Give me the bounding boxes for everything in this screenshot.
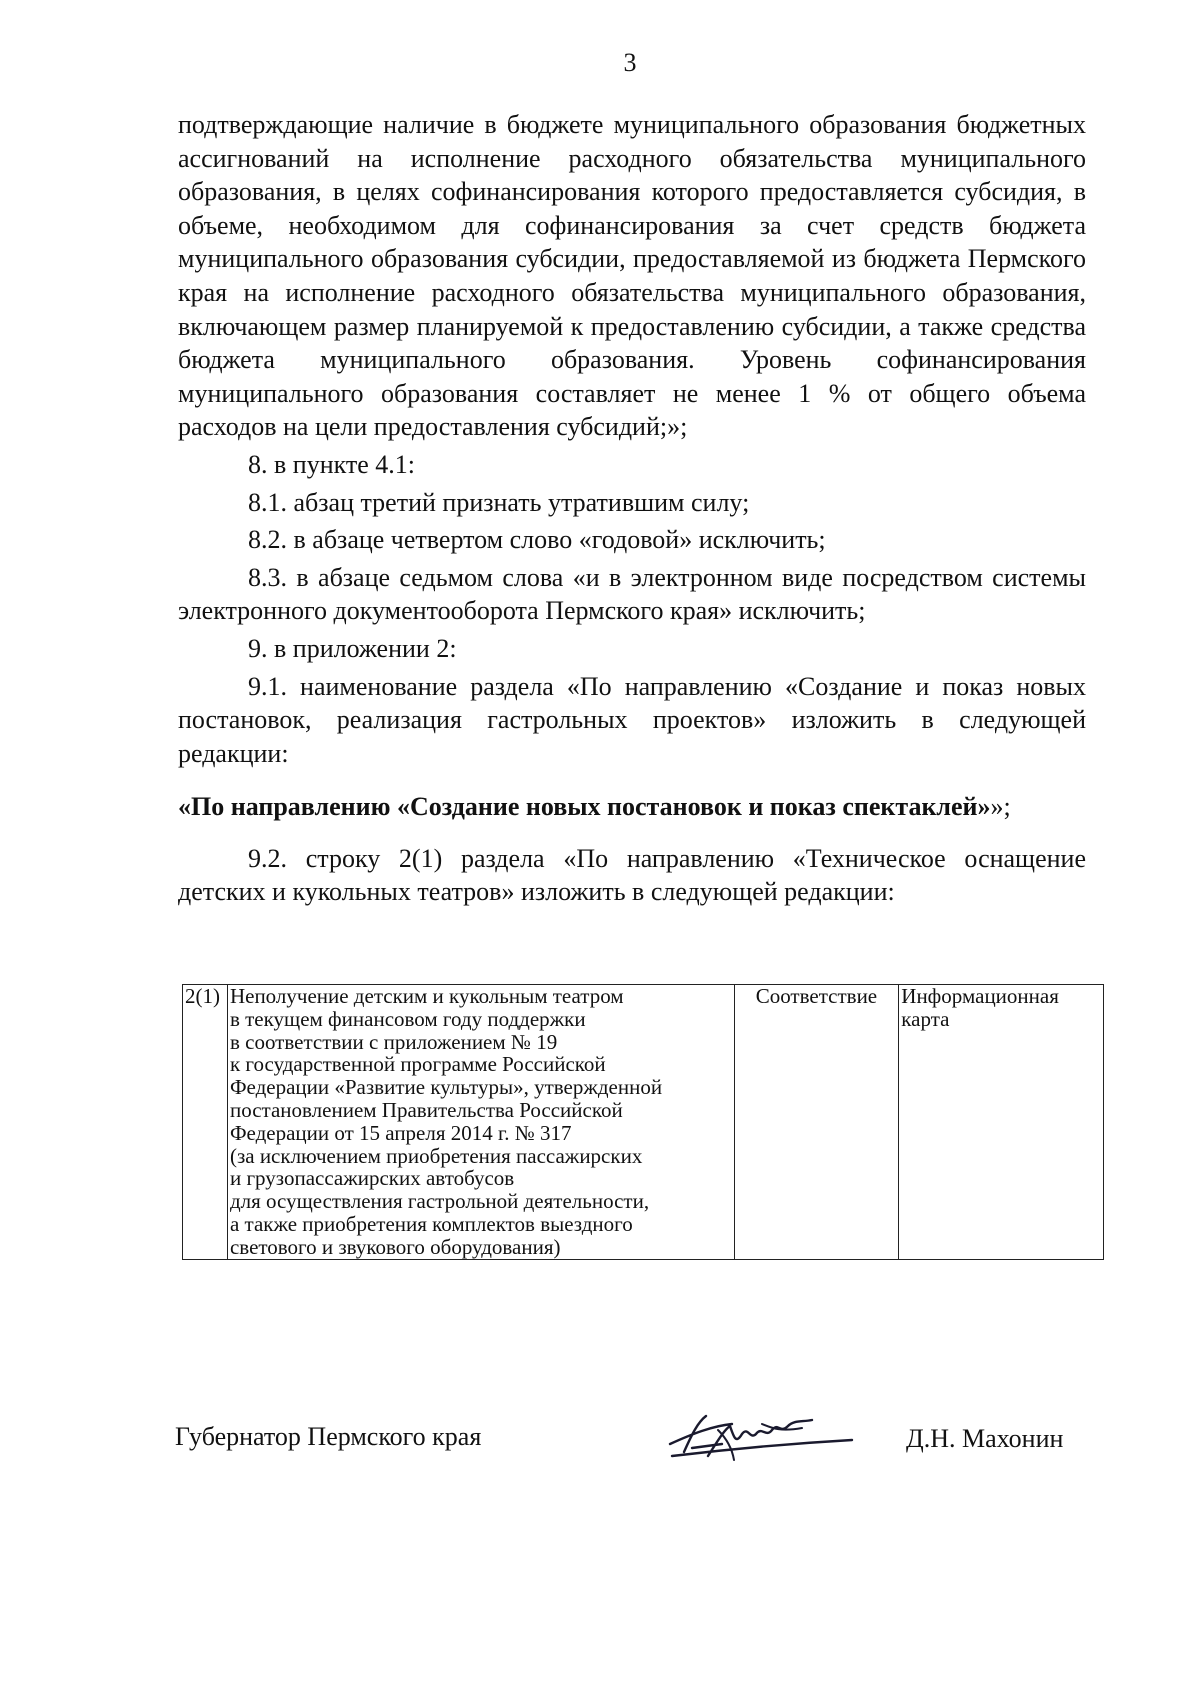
paragraph-budget-confirmation: подтверждающие наличие в бюджете муниципального образования бюджетных ассигнований на исполнение расходного обязательства муниципального образования, в целях софинансирования которого предоставляется субсидия, в объеме, необходимом для софинансирования за счет средств бюджета муниципального образования субсидии, предоставляемой из бюджета Пермского края на исполнение расходного обязательства муниципального образования, включающем размер планируемой к предоставлению субсидии, а также средства бюджета муниципального образования. Уровень софинансирования муниципального образования составляет не менее 1 % от общего объема расходов на цели предоставления субсидий;»; — [178, 110, 1086, 442]
replacement-table — [182, 984, 1104, 1260]
paragraph-item-9: 9. в приложении 2: — [248, 633, 457, 663]
governor-name: Д.Н. Махонин — [906, 1424, 1064, 1453]
table-cell-description: Неполучение детским и кукольным театром в текущем финансовом году поддержки в соответствии с приложением № 19 к государственной программе Российской Федерации «Развитие культуры», утвержденной постановлением Правительства Российской Федерации от 15 апреля 2014 г. № 317 (за исключением приобретения пассажирских и грузопассажирских автобусов для осуществления гастрольной деятельности, а также приобретения комплектов выездного светового и звукового оборудования) — [227, 985, 734, 1260]
paragraph-item-8: 8. в пункте 4.1: — [248, 449, 416, 479]
section-heading — [178, 790, 1086, 824]
table-cell-source: Информационная карта — [899, 985, 1104, 1260]
document-body — [178, 108, 1086, 909]
section-heading-text: «По направлению «Создание новых постановок и показ спектаклей» — [178, 792, 991, 822]
table-row — [183, 985, 1104, 1260]
paragraph-item-8-3: 8.3. в абзаце седьмом слова «и в электронном виде посредством системы электронного документооборота Пермского края» исключить; — [178, 562, 1086, 626]
section-heading-tail: »; — [990, 792, 1011, 822]
governor-title: Губернатор Пермского края — [175, 1422, 482, 1451]
handwritten-signature-icon — [662, 1404, 862, 1474]
table-cell-row-number: 2(1) — [183, 985, 228, 1260]
paragraph-item-9-1: 9.1. наименование раздела «По направлению «Создание и показ новых постановок, реализация гастрольных проектов» изложить в следующей редакции: — [178, 671, 1086, 768]
paragraph-item-8-2: 8.2. в абзаце четвертом слово «годовой» исключить; — [248, 525, 826, 555]
paragraph-item-9-2: 9.2. строку 2(1) раздела «По направлению «Техническое оснащение детских и кукольных театров» изложить в следующей редакции: — [178, 843, 1086, 907]
paragraph-item-8-1: 8.1. абзац третий признать утратившим силу; — [248, 487, 750, 517]
page-number: 3 — [623, 48, 637, 77]
table-cell-criterion: Соответствие — [734, 985, 899, 1260]
